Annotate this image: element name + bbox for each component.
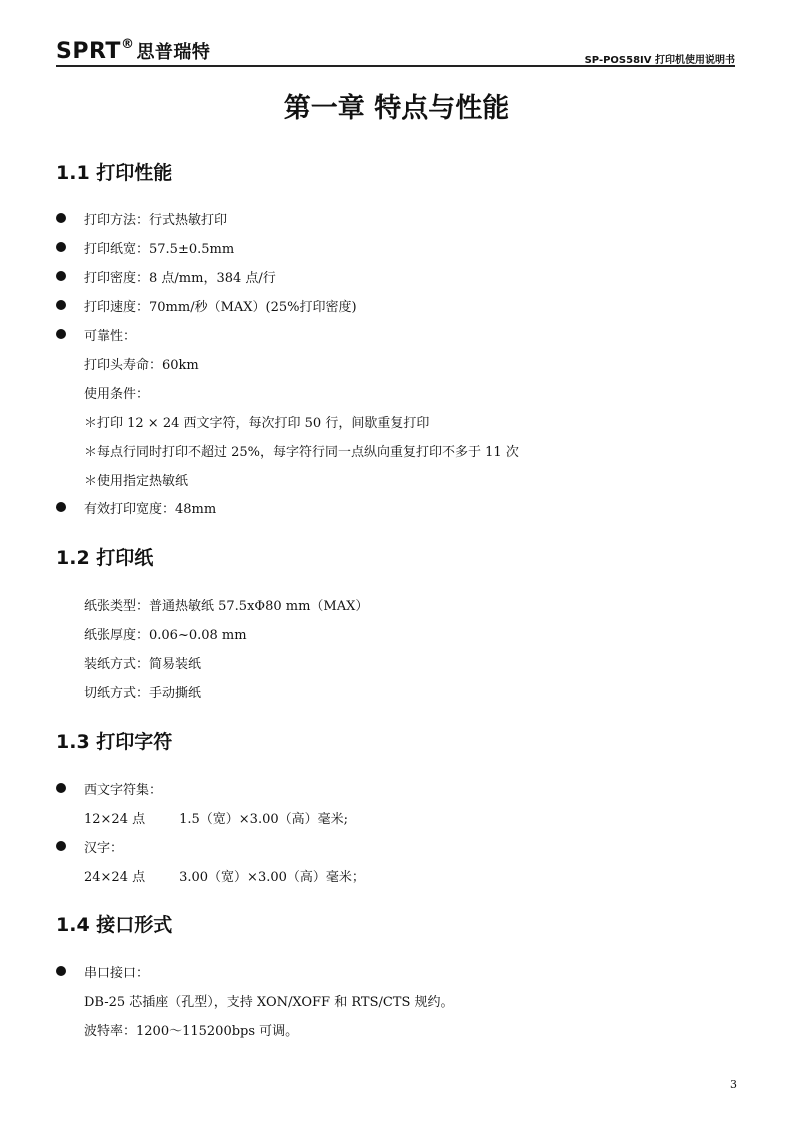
page-header (56, 38, 735, 68)
char-size-value: 3.00（宽）×3.00（高）毫米； (179, 870, 365, 885)
list-item: 西文字符集： (84, 783, 163, 798)
list-item: 打印方法：行式热敏打印 (84, 213, 228, 228)
bullet-icon (56, 300, 66, 310)
bullet-icon (56, 966, 66, 976)
char-size-label: 24×24 点 (84, 870, 146, 885)
document-title: SP-POS58IV 打印机使用说明书 (584, 55, 735, 66)
list-subitem: ＊打印 12 × 24 西文字符，每次打印 50 行，间歇重复打印 (84, 416, 430, 431)
list-subitem (84, 808, 348, 827)
list-subitem: 打印头寿命：60km (84, 358, 199, 373)
list-item: 串口接口： (84, 966, 150, 981)
list-subitem: ＊每点行同时打印不超过 25%，每字符行同一点纵向重复打印不多于 11 次 (84, 445, 519, 460)
paragraph-line: 纸张厚度：0.06~0.08 mm (84, 628, 247, 643)
list-item: 可靠性： (84, 329, 137, 344)
list-subitem: DB-25 芯插座（孔型），支持 XON/XOFF 和 RTS/CTS 规约。 (84, 995, 454, 1010)
page-number: 3 (730, 1078, 737, 1091)
chapter-title: 第一章 特点与性能 (283, 93, 510, 124)
list-subitem (84, 866, 365, 885)
list-item: 打印纸宽：57.5±0.5mm (84, 242, 235, 257)
list-item: 汉字： (84, 841, 124, 856)
paragraph-line: 切纸方式：手动撕纸 (84, 686, 202, 701)
registered-mark: ® (120, 36, 135, 52)
paragraph-line: 纸张类型：普通热敏纸 57.5xΦ80 mm（MAX） (84, 599, 369, 614)
bullet-icon (56, 329, 66, 339)
brand-logo (56, 38, 210, 64)
char-size-value: 1.5（宽）×3.00（高）毫米; (179, 812, 349, 827)
header-rule (56, 65, 735, 67)
list-subitem: ＊使用指定热敏纸 (84, 474, 189, 489)
bullet-icon (56, 841, 66, 851)
bullet-icon (56, 213, 66, 223)
list-item: 打印密度：8 点/mm，384 点/行 (84, 271, 276, 286)
brand-name: SPRT (56, 39, 121, 64)
bullet-icon (56, 242, 66, 252)
section-title: 1.1 打印性能 (56, 162, 173, 184)
bullet-icon (56, 271, 66, 281)
list-subitem: 波特率：1200～115200bps 可调。 (84, 1024, 299, 1039)
bullet-icon (56, 783, 66, 793)
list-item: 有效打印宽度：48mm (84, 502, 217, 517)
brand-name-cn: 思普瑞特 (136, 42, 211, 63)
char-size-label: 12×24 点 (84, 812, 146, 827)
list-subitem: 使用条件： (84, 387, 150, 402)
section-title: 1.3 打印字符 (56, 731, 173, 753)
bullet-icon (56, 502, 66, 512)
paragraph-line: 装纸方式：简易装纸 (84, 657, 202, 672)
section-title: 1.4 接口形式 (56, 914, 173, 936)
list-item: 打印速度：70mm/秒（MAX）(25%打印密度) (84, 300, 357, 315)
section-title: 1.2 打印纸 (56, 547, 154, 569)
